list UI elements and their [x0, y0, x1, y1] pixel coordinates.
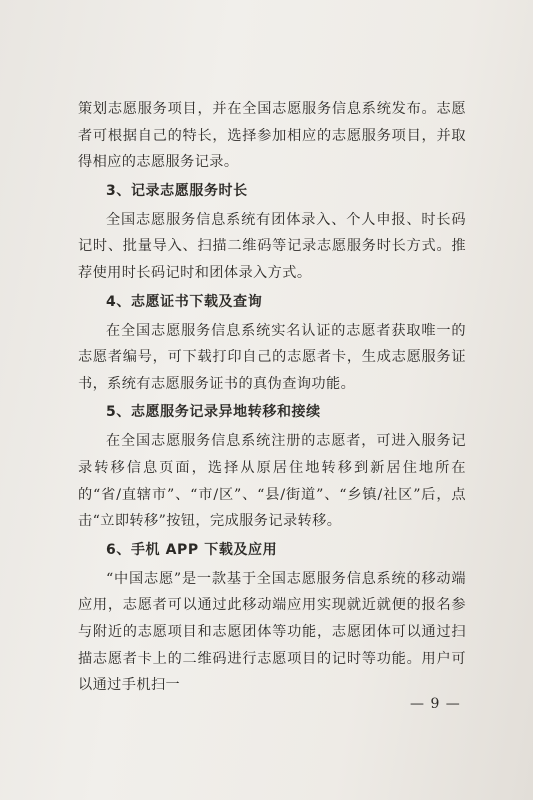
- section-heading-record-hours: 3、记录志愿服务时长: [106, 182, 248, 199]
- paragraph-record-transfer: 在全国志愿服务信息系统注册的志愿者，可进入服务记录转移信息页面，选择从原居住地转移到新居住地所在的“省/直辖市”、“市/区”、“县/街道”、“乡镇/社区”后，点击“立即转移”按钮，完成服务记录转移。: [78, 433, 466, 530]
- paragraph-mobile-app: “中国志愿”是一款基于全国志愿服务信息系统的移动端应用，志愿者可以通过此移动端应用实现就近就便的报名参与附近的志愿项目和志愿团体等功能，志愿团体可以通过扫描志愿者卡上的二维码进行志愿项目的记时等功能。用户可以通过手机扫一: [78, 570, 466, 694]
- section-heading-mobile-app: 6、手机 APP 下载及应用: [106, 541, 278, 558]
- section-heading-certificate: 4、志愿证书下载及查询: [106, 293, 263, 310]
- paragraph-certificate: 在全国志愿服务信息系统实名认证的志愿者获取唯一的志愿者编号，可下载打印自己的志愿者卡，生成志愿服务证书，系统有志愿服务证书的真伪查询功能。: [78, 322, 466, 392]
- paragraph-record-hours: 全国志愿服务信息系统有团体录入、个人申报、时长码记时、批量导入、扫描二维码等记录志愿服务时长方式。推荐使用时长码记时和团体录入方式。: [78, 211, 466, 281]
- paragraph-project-intro: 策划志愿服务项目，并在全国志愿服务信息系统发布。志愿者可根据自己的特长，选择参加相应的志愿服务项目，并取得相应的志愿服务记录。: [78, 101, 466, 171]
- page-number: — 9 —: [410, 696, 461, 712]
- section-heading-record-transfer: 5、志愿服务记录异地转移和接续: [106, 404, 321, 421]
- document-body: [78, 96, 466, 699]
